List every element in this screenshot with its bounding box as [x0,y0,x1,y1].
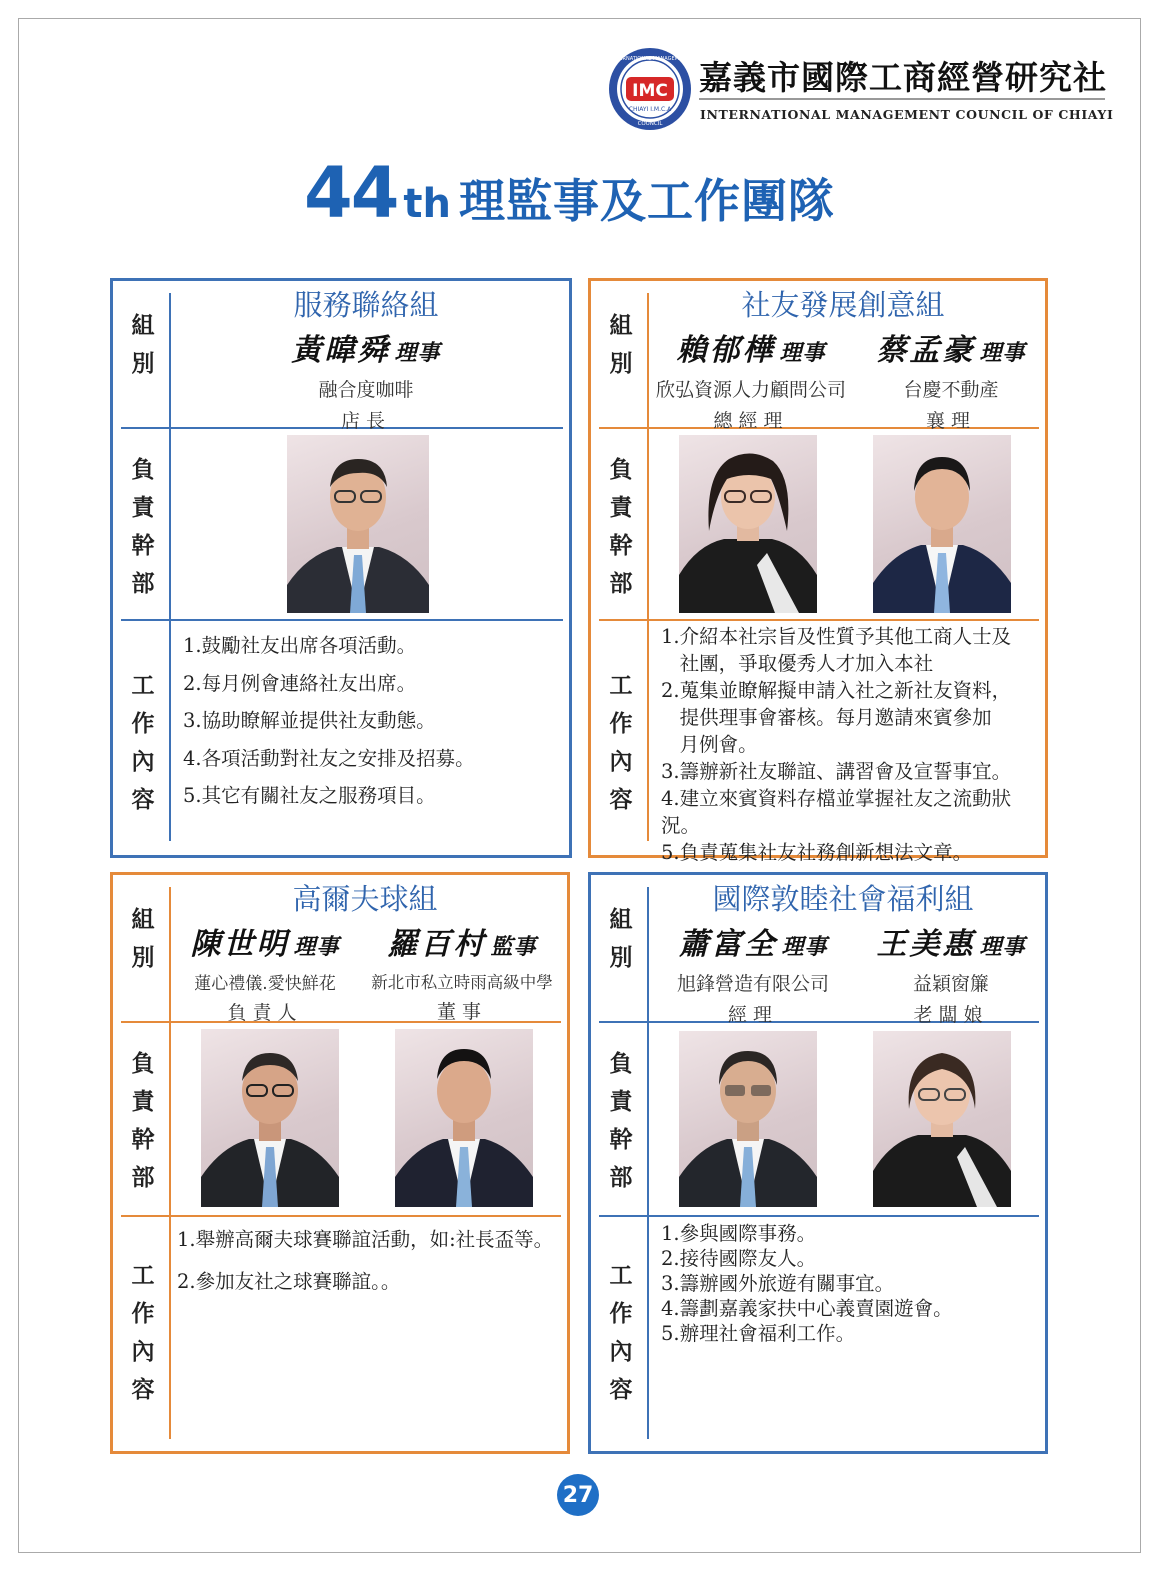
page-number: 27 [557,1474,599,1516]
member-name-text: 陳世明 [190,927,290,962]
label-work: 工作內容 [131,1262,155,1403]
member-card [859,325,1043,433]
label-cadre: 負責幹部 [609,1050,633,1191]
member-photo [873,435,1011,613]
member-company: 旭鋒營造有限公司 [676,973,829,995]
duty-item: 2.蒐集並瞭解擬申請入社之新社友資料， 提供理事會審核。每月邀請來賓參加 月例會。 [661,679,1012,756]
group-name: 服務聯絡組 [293,288,439,322]
duty-item: 5.負責蒐集社友社務創新想法文章。 [661,841,973,864]
member-role: 監事 [490,934,537,960]
panel-service-liaison [110,278,572,858]
member-title: 襄理 [925,410,976,432]
label-cadre: 負責幹部 [131,456,155,597]
member-name [859,325,1043,369]
duty-item: 5.其它有關社友之服務項目。 [183,784,436,807]
member-title: 總經理 [713,410,789,432]
svg-text:INTERNATIONAL MANAGEMENT: INTERNATIONAL MANAGEMENT [611,56,689,62]
member-name-text: 蔡孟豪 [876,333,976,368]
member-photo [201,1029,339,1207]
member-name [175,919,355,963]
member-name [173,325,559,369]
member-title: 經理 [727,1004,778,1026]
duty-item: 1.參與國際事務。 [661,1222,817,1245]
panel-international-welfare [588,872,1048,1454]
label-group: 組別 [131,906,155,971]
label-group: 組別 [609,312,633,377]
svg-text:CHIAYI I.M.C.A: CHIAYI I.M.C.A [628,106,672,113]
member-card [861,919,1041,1027]
panel-golf [110,872,570,1454]
duty-item: 4.籌劃嘉義家扶中心義賣園遊會。 [661,1297,953,1320]
duty-item: 4.建立來賓資料存檔並掌握社友之流動狀況。 [661,787,1012,837]
member-name-text: 黃暐舜 [291,333,391,368]
org-name-english: INTERNATIONAL MANAGEMENT COUNCIL OF CHIAYI [700,107,1114,122]
row-divider [121,619,563,621]
duty-item: 2.每月例會連絡社友出席。 [183,671,417,695]
member-role: 理事 [394,340,441,366]
duty-list [661,1221,1039,1346]
duty-item: 3.籌辦新社友聯誼、講習會及宣誓事宜。 [661,760,1012,783]
member-role: 理事 [293,934,340,960]
header-divider [699,98,1105,100]
panel-member-development [588,278,1048,864]
member-photo [873,1031,1011,1207]
member-role: 理事 [979,340,1026,366]
group-name: 社友發展創意組 [741,288,945,322]
org-name-chinese: 嘉義市國際工商經營研究社 [699,58,1107,97]
member-photo [679,1031,817,1207]
member-title: 董事 [436,1001,487,1023]
duty-item: 4.各項活動對社友之安排及招募。 [183,746,475,770]
member-company: 蓮心禮儀.愛快鮮花 [194,974,336,994]
member-name [861,919,1041,963]
member-name-text: 王美惠 [876,927,976,962]
row-divider [599,619,1039,621]
duty-item: 3.籌辦國外旅遊有關事宜。 [661,1272,895,1295]
column-divider [647,293,649,841]
member-name [653,919,853,963]
member-company: 台慶不動產 [903,379,999,401]
member-title: 店長 [340,410,391,432]
group-name: 國際敦睦社會福利組 [712,882,974,916]
duty-item: 1.鼓勵社友出席各項活動。 [183,634,417,657]
duty-item: 1.舉辦高爾夫球賽聯誼活動，如:社長盃等。 [177,1228,554,1251]
duty-item: 5.辦理社會福利工作。 [661,1322,856,1345]
member-name [357,919,567,963]
label-cadre: 負責幹部 [131,1050,155,1191]
member-title: 老闆娘 [913,1004,989,1026]
member-role: 理事 [779,340,826,366]
member-photo [679,435,817,613]
title-number: 44 [304,152,398,234]
duty-list [183,627,563,815]
member-name-text: 蕭富全 [678,927,778,962]
duty-list [177,1219,561,1303]
member-name [653,325,849,369]
member-card [653,919,853,1027]
imc-logo [606,47,694,131]
duty-list [661,623,1039,866]
column-divider [169,293,171,841]
svg-text:COUNCIL: COUNCIL [637,121,663,127]
member-role: 理事 [781,934,828,960]
column-divider [169,887,171,1439]
label-cadre: 負責幹部 [609,456,633,597]
label-work: 工作內容 [609,672,633,813]
member-company: 欣弘資源人力顧問公司 [655,379,846,401]
member-card [175,919,355,1025]
member-company: 融合度咖啡 [318,379,414,401]
duty-item: 2.參加友社之球賽聯誼。。 [177,1270,401,1293]
title-suffix: th [403,181,452,227]
member-photo [287,435,429,613]
column-divider [647,887,649,1439]
label-group: 組別 [131,312,155,377]
duty-item: 2.接待國際友人。 [661,1247,817,1270]
duty-item: 1.介紹本社宗旨及性質予其他工商人士及 社團，爭取優秀人才加入本社 [661,625,1012,675]
member-company: 新北市私立時雨高級中學 [371,973,553,992]
page-title [304,152,835,232]
member-card [357,919,567,1024]
row-divider [599,1215,1039,1217]
title-text: 理監事及工作團隊 [459,174,836,228]
label-work: 工作內容 [131,672,155,813]
svg-text:IMC: IMC [632,81,668,101]
row-divider [121,1215,561,1217]
member-name-text: 羅百村 [387,927,487,962]
member-photo [395,1029,533,1207]
member-card [173,325,559,433]
label-work: 工作內容 [609,1262,633,1403]
group-name: 高爾夫球組 [292,882,438,916]
member-title: 負責人 [227,1002,303,1024]
member-name-text: 賴郁樺 [676,333,776,368]
member-role: 理事 [979,934,1026,960]
label-group: 組別 [609,906,633,971]
duty-item: 3.協助瞭解並提供社友動態。 [183,709,436,732]
member-company: 益穎窗簾 [912,973,989,995]
member-card [653,325,849,433]
